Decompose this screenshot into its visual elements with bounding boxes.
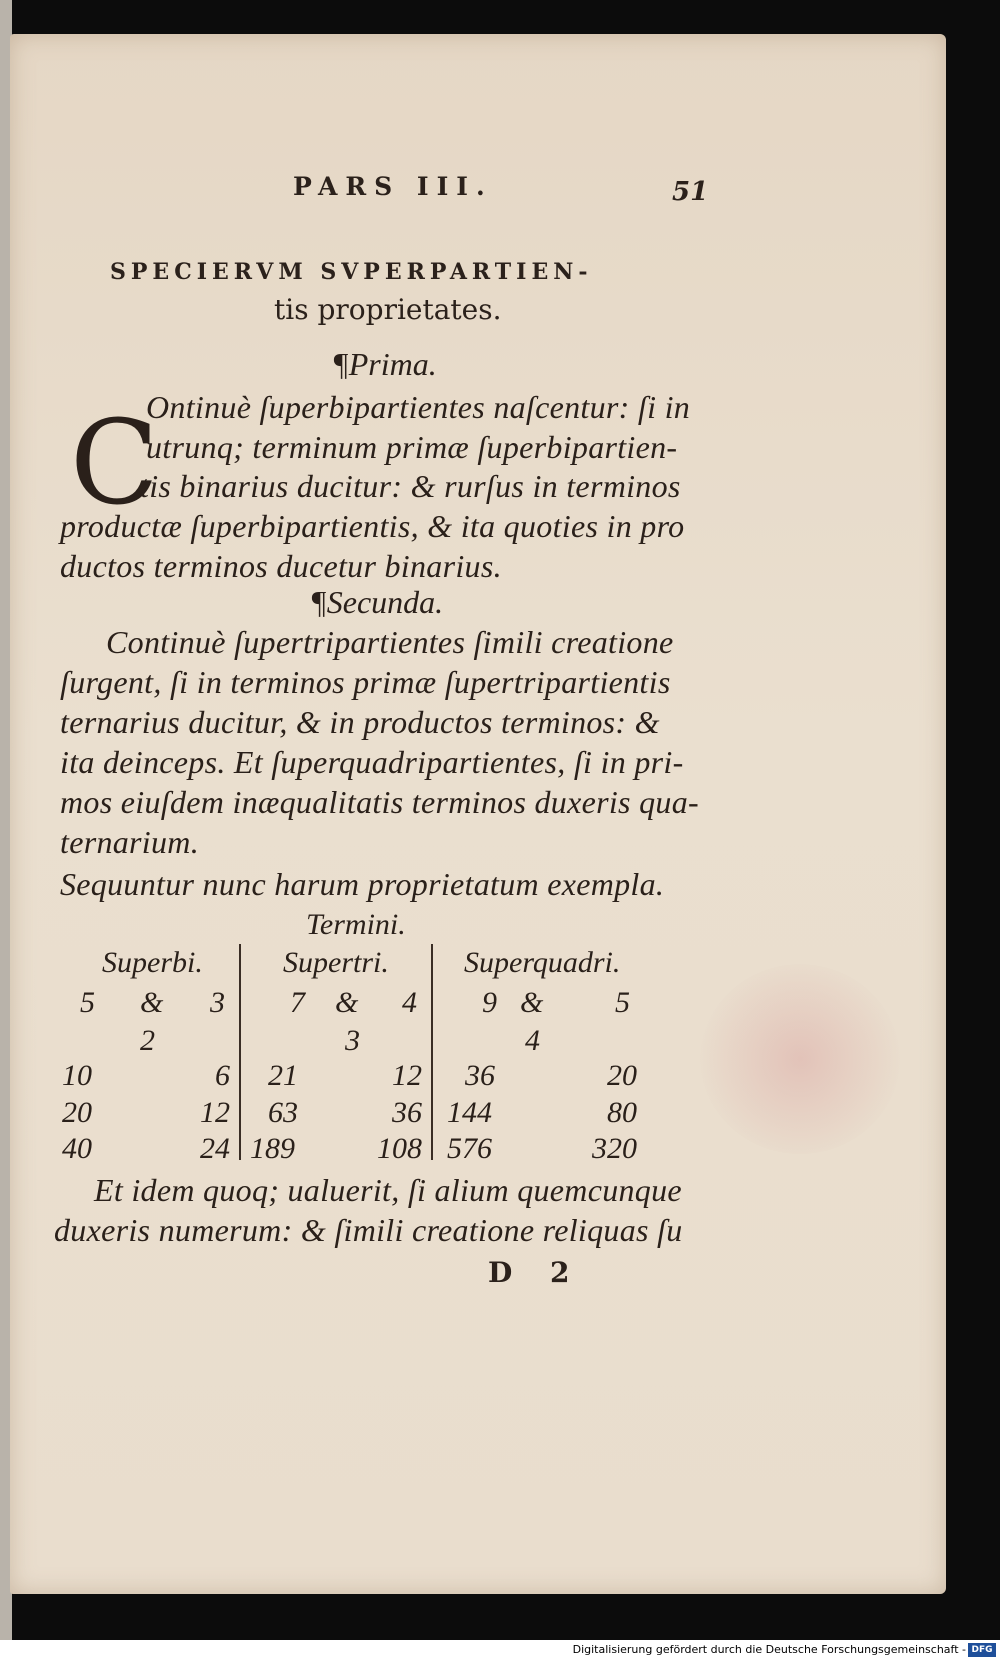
secunda-line-3: ternarius ducitur, & in productos terminos: & xyxy=(60,704,660,740)
prima-line-5: ductos terminos ducetur binarius. xyxy=(60,548,502,584)
secunda-line-5: mos eiuſdem inæqualitatis terminos duxeris qua- xyxy=(60,784,699,820)
prima-line-1: Ontinuè ſuperbipartientes naſcentur: ſi in xyxy=(146,389,691,425)
table-cell: 12 xyxy=(200,1096,230,1129)
column-header-supertri: Supertri. xyxy=(283,946,389,979)
table-cell: 189 xyxy=(250,1132,295,1165)
chapter-heading-line-2: tis proprietates. xyxy=(274,293,502,326)
closing-line-2: duxeris numerum: & ſimili creatione reliquas ſu xyxy=(54,1212,683,1248)
dfg-logo: DFG xyxy=(968,1643,996,1657)
page-number: 51 xyxy=(672,177,709,207)
section-title-prima: ¶Prima. xyxy=(332,346,437,382)
drop-cap-initial: C xyxy=(70,396,159,531)
funding-credit: Digitalisierung gefördert durch die Deutsche Forschungsgemeinschaft - xyxy=(572,1643,966,1656)
table-cell: 36 xyxy=(465,1059,495,1092)
table-cell: 576 xyxy=(447,1132,492,1165)
prima-line-2: utrunq; terminum primæ ſuperbipartien- xyxy=(146,429,678,465)
prima-line-4: productæ ſuperbipartientis, & ita quoties in pro xyxy=(60,508,685,544)
table-cell-multiplier: 2 xyxy=(140,1024,155,1057)
table-cell: 3 xyxy=(210,986,225,1019)
book-page xyxy=(10,34,946,1594)
table-cell: 108 xyxy=(377,1132,422,1165)
table-cell: 144 xyxy=(447,1096,492,1129)
table-cell: 36 xyxy=(392,1096,422,1129)
table-cell: 12 xyxy=(392,1059,422,1092)
section-title-secunda: ¶Secunda. xyxy=(310,584,444,620)
secunda-line-1: Continuè ſupertripartientes ſimili creatione xyxy=(106,624,674,660)
table-cell: 5 xyxy=(615,986,630,1019)
table-cell-multiplier: 4 xyxy=(525,1024,540,1057)
column-rule-1 xyxy=(239,944,241,1160)
table-cell-ampersand: & xyxy=(520,986,544,1019)
table-caption: Termini. xyxy=(306,908,406,941)
chapter-heading-line-1: SPECIERVM SVPERPARTIEN- xyxy=(110,259,593,285)
table-cell: 20 xyxy=(62,1096,92,1129)
table-cell-ampersand: & xyxy=(335,986,359,1019)
column-rule-2 xyxy=(431,944,433,1160)
table-cell: 40 xyxy=(62,1132,92,1165)
column-header-superbi: Superbi. xyxy=(102,946,203,979)
table-cell: 10 xyxy=(62,1059,92,1092)
table-cell: 4 xyxy=(402,986,417,1019)
signature-mark: D 2 xyxy=(488,1256,584,1289)
closing-line-1: Et idem quoq; ualuerit, ſi alium quemcunque xyxy=(94,1172,682,1208)
examples-intro: Sequuntur nunc harum proprietatum exempla. xyxy=(60,866,665,902)
digitization-footer xyxy=(0,1640,1000,1662)
secunda-line-2: ſurgent, ſi in terminos primæ ſupertripartientis xyxy=(60,664,671,700)
table-cell: 320 xyxy=(592,1132,637,1165)
page-stain xyxy=(700,964,900,1154)
table-cell-multiplier: 3 xyxy=(345,1024,360,1057)
table-cell: 24 xyxy=(200,1132,230,1165)
secunda-line-6: ternarium. xyxy=(60,824,199,860)
table-cell: 21 xyxy=(268,1059,298,1092)
secunda-line-4: ita deinceps. Et ſuperquadripartientes, ſi in pri- xyxy=(60,744,684,780)
table-cell: 6 xyxy=(215,1059,230,1092)
table-cell: 80 xyxy=(607,1096,637,1129)
table-cell: 9 xyxy=(482,986,497,1019)
table-cell: 7 xyxy=(290,986,305,1019)
running-head: PARS III. xyxy=(293,172,493,201)
table-cell: 20 xyxy=(607,1059,637,1092)
column-header-superquadri: Superquadri. xyxy=(464,946,621,979)
table-cell: 63 xyxy=(268,1096,298,1129)
prima-line-3: tis binarius ducitur: & rurſus in terminos xyxy=(140,468,681,504)
table-cell-ampersand: & xyxy=(140,986,164,1019)
table-cell: 5 xyxy=(80,986,95,1019)
